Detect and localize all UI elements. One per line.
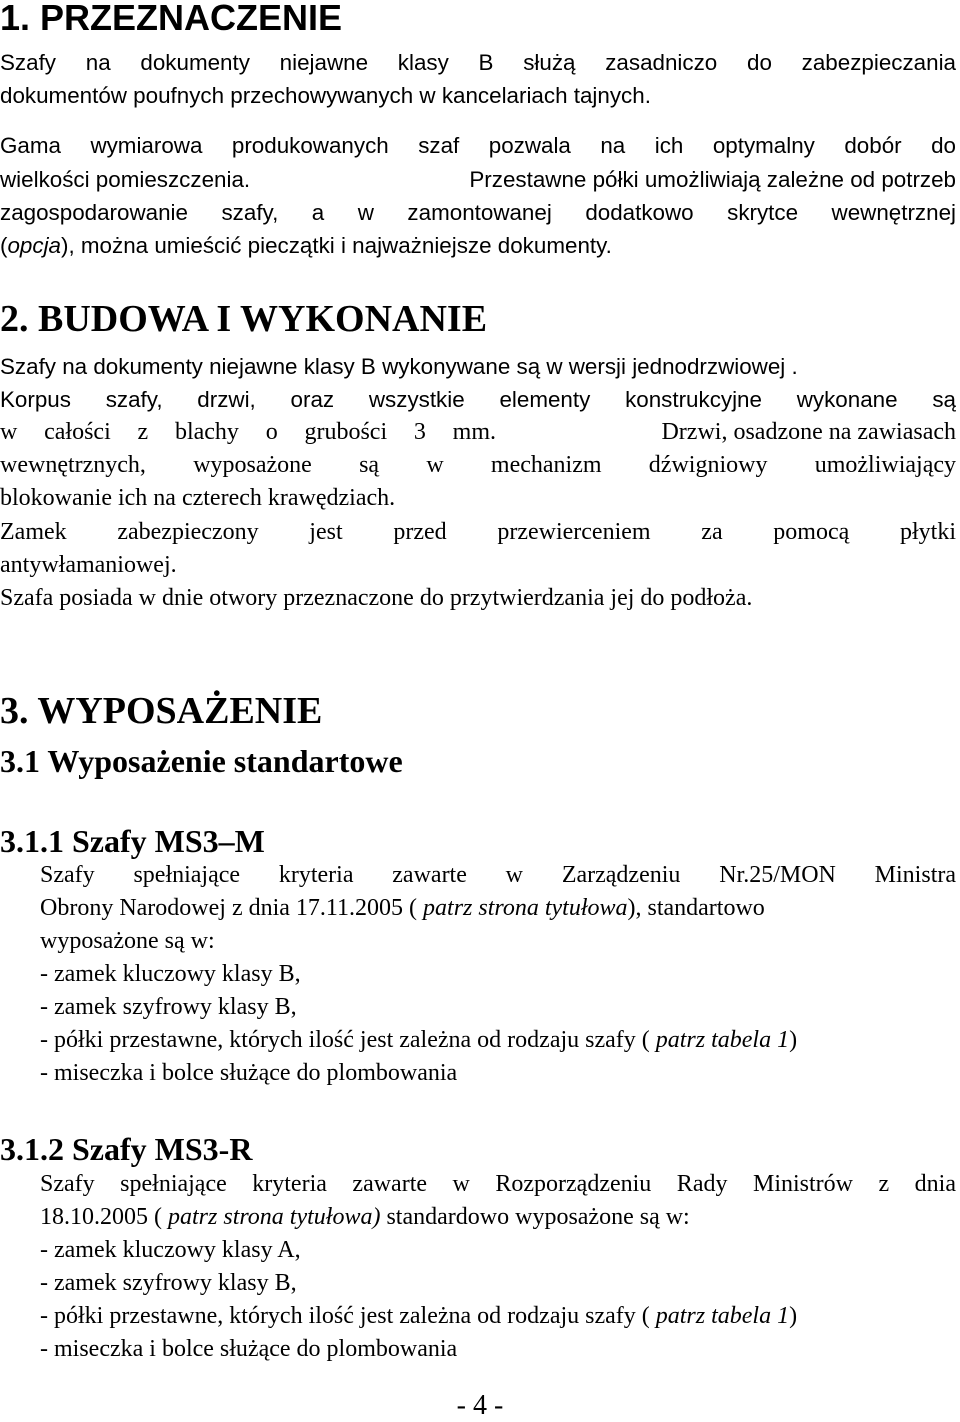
section-1-p2-line-4 <box>0 229 956 262</box>
ms3r-line-1: Szafy spełniające kryteria zawarte w Rozporządzeniu Rady Ministrów z dnia <box>40 1171 956 1197</box>
list-item: - zamek kluczowy klasy B, <box>40 961 301 987</box>
section-1-p1-line-2: dokumentów poufnych przechowywanych w kancelariach tajnych. <box>0 83 651 108</box>
ms3m-line-2-ref: patrz strona tytułowa <box>423 895 628 921</box>
section-2-line-4: wewnętrznych, wyposażone są w mechanizm dźwigniowy umożliwiający <box>0 452 956 478</box>
section-3-1-1-heading: 3.1.1 Szafy MS3–M <box>0 823 265 859</box>
section-2-line-1: Szafy na dokumenty niejawne klasy B wykonywane są w wersji jednodrzwiowej . <box>0 354 798 379</box>
section-2-line-2: Korpus szafy, drzwi, oraz wszystkie elementy konstrukcyjne wykonane są <box>0 387 956 412</box>
ms3m-item-3-ref: patrz tabela 1 <box>655 1027 790 1053</box>
list-item: - zamek szyfrowy klasy B, <box>40 1270 297 1296</box>
section-2-line-5: blokowanie ich na czterech krawędziach. <box>0 485 396 511</box>
list-item: - miseczka i bolce służące do plombowania <box>40 1336 458 1362</box>
ms3m-line-2-b: ), standartowo <box>627 895 765 921</box>
ms3r-line-2-a: 18.10.2005 ( <box>40 1204 168 1230</box>
section-1-p2-line-2-a: wielkości pomieszczenia. <box>0 167 251 192</box>
section-3-heading: 3. WYPOSAŻENIE <box>0 690 323 732</box>
section-1-p2-line-1: Gama wymiarowa produkowanych szaf pozwala na ich optymalny dobór do <box>0 133 956 158</box>
section-1-p2-line-4-rest: ), można umieścić pieczątki i najważniejsze dokumenty. <box>61 233 612 258</box>
section-1-p1-line-1: Szafy na dokumenty niejawne klasy B służą zasadniczo do zabezpieczania <box>0 50 956 75</box>
ms3r-item-3-b: ) <box>789 1303 798 1329</box>
ms3m-item-3-a: - półki przestawne, których ilość jest zależna od rodzaju szafy ( <box>40 1027 656 1053</box>
ms3r-item-3-a: - półki przestawne, których ilość jest zależna od rodzaju szafy ( <box>40 1303 656 1329</box>
list-item <box>40 1024 797 1057</box>
section-3-1-2-heading: 3.1.2 Szafy MS3-R <box>0 1131 253 1167</box>
ms3m-line-3: wyposażone są w: <box>40 928 215 954</box>
section-2-line-6: Zamek zabezpieczony jest przed przewierceniem za pomocą płytki <box>0 519 956 545</box>
ms3r-line-2-b: standardowo wyposażone są w: <box>380 1204 690 1230</box>
ms3r-line-2-ref: patrz strona tytułowa) <box>168 1204 381 1230</box>
ms3m-line-2-a: Obrony Narodowej z dnia 17.11.2005 ( <box>40 895 424 921</box>
section-1-p2-line-2-b: Przestawne półki umożliwiają zależne od potrzeb <box>469 167 956 192</box>
list-item <box>40 1300 797 1333</box>
ms3m-line-2 <box>40 892 956 925</box>
ms3r-line-2 <box>40 1201 690 1234</box>
section-2-line-3-b: Drzwi, osadzone na zawiasach <box>661 419 956 445</box>
list-item: - zamek szyfrowy klasy B, <box>40 994 297 1020</box>
ms3r-item-3-ref: patrz tabela 1 <box>655 1303 790 1329</box>
section-1-p2-line-3: zagospodarowanie szafy, a w zamontowanej dodatkowo skrytce wewnętrznej <box>0 200 956 225</box>
section-2-line-7: antywłamaniowej. <box>0 552 177 578</box>
section-2-heading: 2. BUDOWA I WYKONANIE <box>0 298 488 340</box>
section-2-line-3 <box>0 416 956 449</box>
section-1-heading: 1. PRZEZNACZENIE <box>0 0 343 38</box>
section-1-p2-line-2 <box>0 163 956 196</box>
section-2-line-8: Szafa posiada w dnie otwory przeznaczone do przytwierdzania jej do podłoża. <box>0 585 753 611</box>
section-2-line-3-a: w całości z blachy o grubości 3 mm. <box>0 419 496 445</box>
paren-open: ( <box>0 233 8 258</box>
section-3-1-heading: 3.1 Wyposażenie standartowe <box>0 743 403 779</box>
ms3m-line-1: Szafy spełniające kryteria zawarte w Zarządzeniu Nr.25/MON Ministra <box>40 862 956 888</box>
list-item: - miseczka i bolce służące do plombowania <box>40 1060 458 1086</box>
ms3m-item-3-b: ) <box>789 1027 798 1053</box>
option-label: opcja <box>7 233 61 258</box>
list-item: - zamek kluczowy klasy A, <box>40 1237 301 1263</box>
page-number: - 4 - <box>456 1390 504 1421</box>
